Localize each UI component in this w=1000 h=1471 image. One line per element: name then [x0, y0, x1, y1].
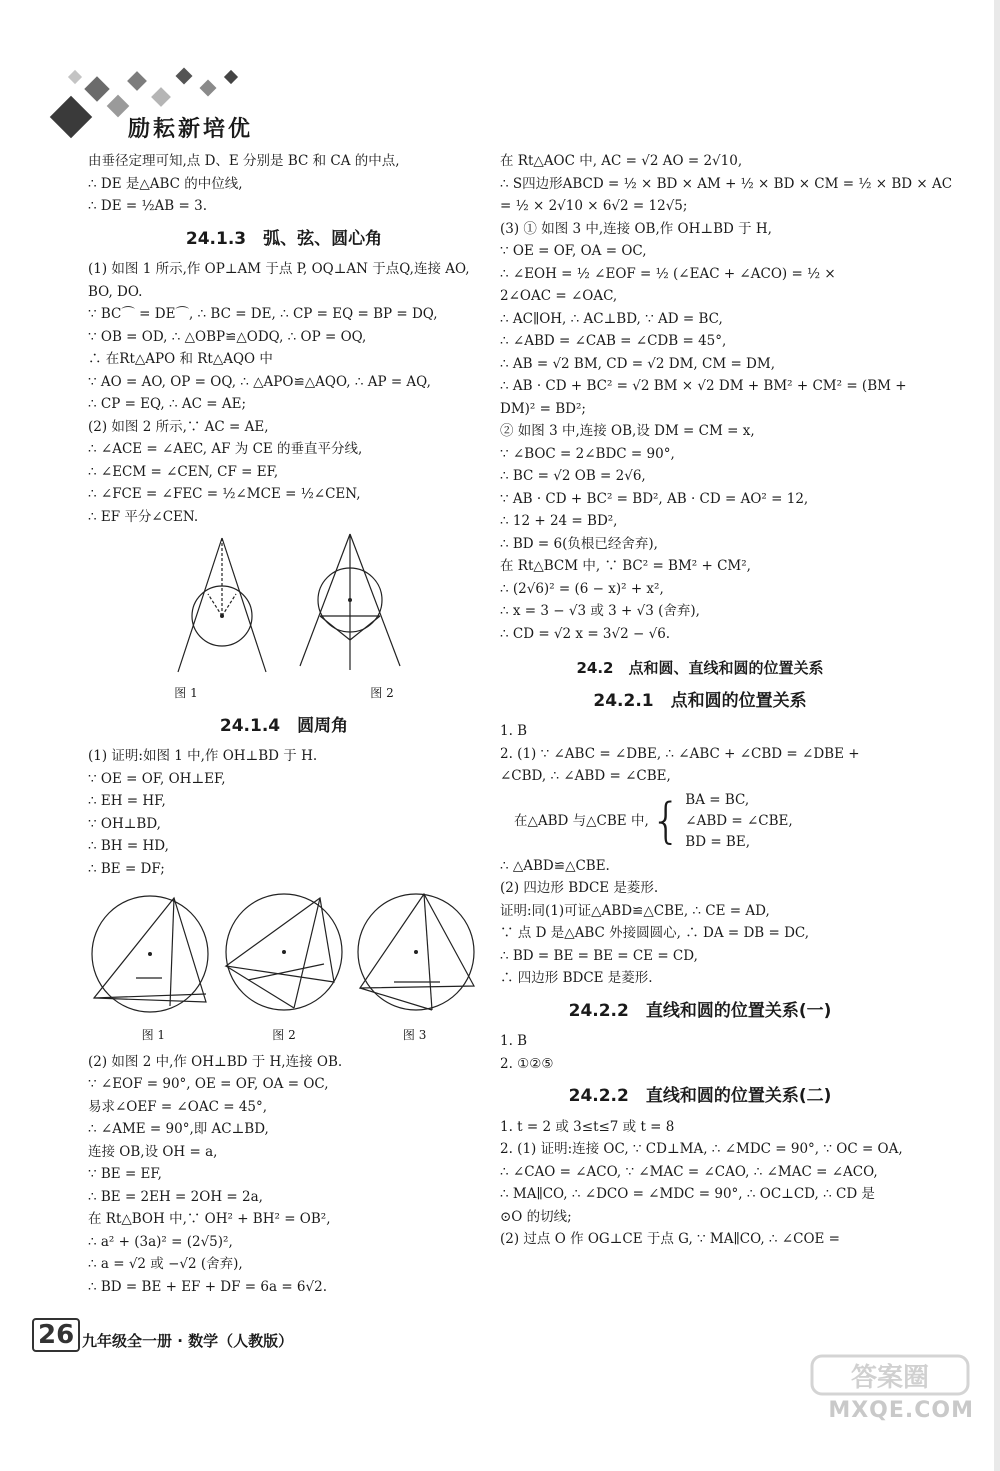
section-heading-24-2-2-one: 24.2.2 直线和圆的位置关系(一) [568, 1000, 832, 1021]
section-body-24-2-2-two [500, 1116, 903, 1251]
text-line: = ½ × 2√10 × 6√2 = 12√5; [500, 198, 688, 214]
text-line: ∵ AB · CD + BC² = BD², AB · CD = AO² = 12, [500, 490, 809, 507]
watermark-text: MXQE.COM [828, 1398, 974, 1423]
text-line: 1. B [500, 723, 528, 739]
text-line: ∵ ∠EOF = 90°, OE = OF, OA = OC, [88, 1076, 329, 1092]
text-line: ∴ CP = EQ, ∴ AC = AE; [88, 396, 247, 412]
brand-title: 励耘新培优 [128, 117, 254, 142]
book-title-footer: 九年级全一册 · 数学（人教版） [82, 1332, 294, 1350]
text-line: ∴ a = √2 或 −√2 (舍弃), [88, 1256, 243, 1272]
section-body-24-1-3 [88, 258, 480, 528]
text-line: ∴ BE = DF; [88, 860, 165, 877]
svg-text:答案圈: 答案圈 [850, 1363, 930, 1393]
text-line: ∴ ∠EOH = ½ ∠EOF = ½ (∠EAC + ∠ACO) = ½ × [500, 265, 836, 282]
text-line: ∵ OE = OF, OA = OC, [500, 243, 647, 259]
intro-lines [88, 150, 480, 218]
section-body-24-1-4-b [88, 1051, 480, 1299]
text-line: ∴ BD = BE + EF + DF = 6a = 6√2. [88, 1278, 327, 1295]
text-line: ∴ ∠AME = 90°,即 AC⊥BD, [88, 1121, 269, 1137]
text-line: ∴ AB · CD + BC² = √2 BM × √2 DM + BM² + CM² = (BM + [500, 378, 907, 394]
figure-caption: 图 2 [370, 686, 394, 700]
text-line: ∴ △ABD≌△CBE. [500, 857, 610, 874]
text-line: ∴ BH = HD, [88, 838, 169, 854]
text-line: (1) 证明:如图 1 中,作 OH⊥BD 于 H. [88, 748, 318, 764]
text-line: ∴ (2√6)² = (6 − x)² + x², [500, 580, 664, 597]
text-line: ∴ AB = √2 BM, CD = √2 DM, CM = DM, [500, 355, 775, 372]
text-line: 在 Rt△AOC 中, AC = √2 AO = 2√10, [500, 153, 743, 169]
right-top-lines [500, 150, 953, 645]
text-line: ∴ BE = 2EH = 2OH = 2a, [88, 1188, 263, 1205]
text-line: (2) 如图 2 所示,∵ AC = AE, [88, 418, 269, 435]
section-heading-24-2-2-two: 24.2.2 直线和圆的位置关系(二) [568, 1086, 832, 1106]
text-line: ⊙O 的切线; [500, 1208, 572, 1225]
text-line: BD = BE, [685, 833, 751, 850]
section-heading-24-1-4: 24.1.4 圆周角 [219, 715, 349, 736]
text-line: 在 Rt△BCM 中, ∵ BC² = BM² + CM², [500, 558, 751, 574]
section-body-24-1-4-a [88, 745, 480, 880]
text-line: 1. B [500, 1033, 528, 1049]
text-line: ∴ AC∥OH, ∴ AC⊥BD, ∵ AD = BC, [500, 310, 723, 327]
geometry-figures-row-1 [164, 530, 404, 680]
text-line: ∴ ∠CAO = ∠ACO, ∵ ∠MAC = ∠CAO, ∴ ∠MAC = ∠ACO, [500, 1163, 878, 1180]
page-number: 26 [32, 1318, 80, 1352]
figure-caption: 图 1 [141, 1028, 166, 1042]
text-line: BA = BC, [685, 791, 750, 808]
text-line: ∵ OE = OF, OH⊥EF, [88, 770, 226, 787]
text-line: (2) 如图 2 中,作 OH⊥BD 于 H,连接 OB. [88, 1053, 343, 1070]
text-line: 证明:同(1)可证△ABD≌△CBE, ∴ CE = AD, [500, 902, 770, 919]
right-column [500, 150, 953, 1251]
text-line: ∴ CD = √2 x = 3√2 − √6. [500, 625, 671, 642]
section-heading-24-2: 24.2 点和圆、直线和圆的位置关系 [576, 659, 824, 677]
text-line: ∴ ∠ACE = ∠AEC, AF 为 CE 的垂直平分线, [88, 441, 363, 457]
text-line: ∵ ∠BOC = 2∠BDC = 90°, [500, 445, 675, 462]
text-line: ∴ ∠FCE = ∠FEC = ½∠MCE = ½∠CEN, [88, 486, 361, 502]
section-heading-24-1-3: 24.1.3 弧、弦、圆心角 [185, 228, 383, 249]
congruence-conditions [500, 790, 900, 853]
figure-caption: 图 2 [272, 1028, 296, 1042]
text-line: ∴ ∠ECM = ∠CEN, CF = EF, [88, 463, 279, 480]
text-line: ∴ EF 平分∠CEN. [88, 508, 199, 525]
text-line: 易求∠OEF = ∠OAC = 45°, [88, 1098, 268, 1115]
text-line: ∴ EH = HF, [88, 793, 166, 809]
text-line: 2. ①②⑤ [500, 1055, 554, 1072]
text-line: DM)² = BD²; [500, 400, 586, 417]
text-line: 2. (1) ∵ ∠ABC = ∠DBE, ∴ ∠ABC + ∠CBD = ∠DBE + [500, 745, 860, 762]
text-line: ∠ABD = ∠CBE, [685, 812, 793, 829]
text-line: ∴ ∠ABD = ∠CAB = ∠CDB = 45°, [500, 333, 727, 349]
figure-captions-row-1 [88, 682, 480, 705]
text-line: ∴ BD = 6(负根已经舍弃), [500, 535, 658, 552]
text-line: ∴ BC = √2 OB = 2√6, [500, 468, 646, 484]
figure-captions-row-2 [88, 1024, 480, 1047]
text-line: ∵ BE = EF, [88, 1166, 162, 1182]
text-line: ∵ OB = OD, ∴ △OBP≌△ODQ, ∴ OP = OQ, [88, 328, 367, 345]
text-line: BO, DO. [88, 283, 143, 300]
text-line: (2) 过点 O 作 OG⊥CE 于点 G, ∵ MA∥CO, ∴ ∠COE = [500, 1231, 840, 1247]
watermark-logo [810, 1352, 970, 1398]
text-line: 连接 OB,设 OH = a, [88, 1143, 218, 1160]
text-line: 2∠OAC = ∠OAC, [500, 288, 618, 304]
text-line: ∴ DE 是△ABC 的中位线, [88, 175, 243, 192]
left-brace-glyph: { [650, 793, 682, 849]
text-line: ∴ a² + (3a)² = (2√5)², [88, 1233, 233, 1250]
text-line: (2) 四边形 BDCE 是菱形. [500, 880, 659, 896]
text-line: ∴ S四边形ABCD = ½ × BD × AM + ½ × BD × CM = ½ × BD × AC [500, 175, 953, 192]
text-line: ∵ BC⌒ = DE⌒, ∴ BC = DE, ∴ CP = EQ = BP = DQ, [88, 306, 438, 322]
figure-caption: 图 3 [402, 1028, 427, 1042]
text-line: ∴ BD = BE = BE = CE = CD, [500, 947, 698, 964]
text-line: 2. (1) 证明:连接 OC, ∵ CD⊥MA, ∴ ∠MDC = 90°, ∵ OC = OA, [500, 1141, 903, 1157]
text-line: ② 如图 3 中,连接 OB,设 DM = CM = x, [500, 423, 755, 439]
text-line: ∴ 12 + 24 = BD², [500, 513, 618, 529]
text-line: ∴ DE = ½AB = 3. [88, 198, 207, 214]
text-line: ∵ OH⊥BD, [88, 815, 161, 832]
text-line: 1. t = 2 或 3≤t≤7 或 t = 8 [500, 1118, 675, 1135]
brace-lines [685, 790, 792, 853]
section-body-24-2-2-one [500, 1030, 900, 1075]
left-column [88, 150, 480, 1298]
text-line: ∴ 在Rt△APO 和 Rt△AQO 中 [88, 351, 273, 367]
text-line: 在 Rt△BOH 中,∵ OH² + BH² = OB², [88, 1211, 331, 1227]
text-line: ∵ 点 D 是△ABC 外接圆圆心, ∴ DA = DB = DC, [500, 925, 810, 941]
text-line: ∴ MA∥CO, ∴ ∠DCO = ∠MDC = 90°, ∴ OC⊥CD, ∴ CD 是 [500, 1186, 875, 1202]
text-line: ∴ 四边形 BDCE 是菱形. [500, 970, 653, 986]
section-body-24-2-1 [500, 720, 900, 990]
page-edge-shadow [994, 0, 1000, 1471]
text-line: ∠CBD, ∴ ∠ABD = ∠CBE, [500, 768, 671, 784]
text-line: ∴ x = 3 − √3 或 3 + √3 (舍弃), [500, 603, 700, 619]
text-line: (1) 如图 1 所示,作 OP⊥AM 于点 P, OQ⊥AN 于点Q,连接 AO, [88, 261, 470, 277]
text-line: (3) ① 如图 3 中,连接 OB,作 OH⊥BD 于 H, [500, 220, 772, 237]
geometry-figures-row-2 [88, 882, 480, 1022]
text-line: ∵ AO = AO, OP = OQ, ∴ △APO≌△AQO, ∴ AP = AQ, [88, 373, 431, 390]
section-heading-24-2-1: 24.2.1 点和圆的位置关系 [593, 690, 807, 711]
figure-caption: 图 1 [174, 686, 198, 700]
brace-lead-text: 在△ABD 与△CBE 中, [514, 812, 649, 829]
text-line: 由垂径定理可知,点 D、E 分别是 BC 和 CA 的中点, [88, 153, 400, 169]
